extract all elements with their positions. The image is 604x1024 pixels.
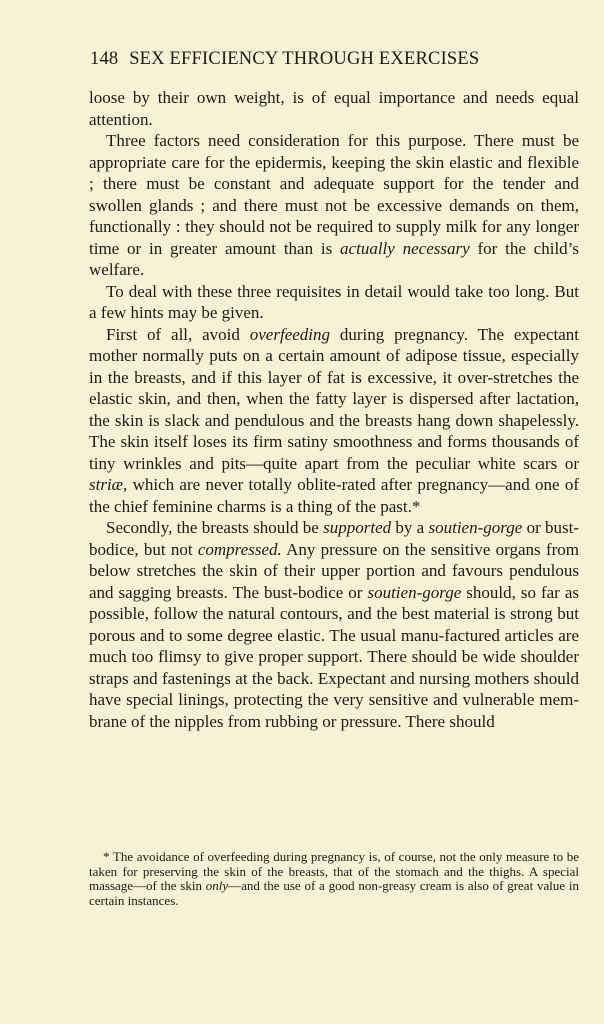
- text-run: which are never totally oblite-rated after pregnancy—and one of the chief feminine charms is a thing of the past.*: [89, 475, 579, 516]
- italic-text: actually necessary: [340, 238, 470, 258]
- text-run: by a: [391, 518, 429, 537]
- text-run: Any pressure on the sensitive organs from below stretches the skin of their upper portion and favours pendulous and sagging breasts. The bust-bodice or: [89, 539, 580, 602]
- text-run: during pregnancy. The expectant mother normally puts on a certain amount of adipose tissue, especially in the breasts, and if this layer of fat is excessive, it over-stretches the elastic skin, and then, when the fatty layer is dispersed after lactation, the skin is slack and pendulous and the breasts hang down shapelessly. The skin itself loses its firm satiny smoothness and forms thousands of tiny wrinkles and pits—quite apart from the peculiar white scars or: [89, 324, 579, 473]
- footnote-text: [89, 850, 579, 908]
- footnote: [89, 850, 579, 908]
- text-run: for the child’s welfare.: [89, 238, 580, 279]
- text-run: To deal with these three requisites in detail would take too long. But a few hints may be given.: [89, 281, 579, 322]
- page-number: 148: [90, 49, 119, 69]
- running-header: [90, 49, 550, 70]
- italic-text: only: [205, 878, 229, 894]
- text-run: loose by their own weight, is of equal importance and needs equal attention.: [89, 88, 579, 129]
- italic-text: soutien-gorge: [367, 582, 462, 602]
- paragraph-3: [89, 281, 579, 324]
- italic-text: compressed.: [197, 539, 282, 559]
- paragraph-4: [89, 324, 579, 518]
- italic-text: supported: [323, 518, 392, 537]
- text-run: First of all, avoid: [106, 324, 250, 344]
- italic-text: striæ,: [89, 475, 128, 494]
- body-text: [89, 87, 579, 732]
- italic-text: overfeeding: [249, 324, 331, 344]
- paragraph-5: [89, 517, 579, 732]
- italic-text: soutien-gorge: [428, 518, 523, 537]
- text-run: Secondly, the breasts should be: [106, 518, 324, 537]
- running-title: SEX EFFICIENCY THROUGH EXERCISES: [129, 49, 480, 69]
- text-run: —and the use of a good non-greasy cream is also of great value in certain instances.: [89, 878, 579, 908]
- paragraph-2: [89, 130, 579, 281]
- text-run: should, so far as possible, follow the natural contours, and the best material is strong but porous and to some degree elastic. The usual manu-factured articles are much too flimsy to give proper support. There should be wide shoulder straps and fastenings at the back. Expectant and nursing mothers should have special linings, protecting the very sensitive and vulnerable mem-brane of the nipples from rubbing or pressure. There should: [89, 582, 580, 731]
- paragraph-1: [89, 87, 579, 130]
- text-run: or bust-bodice, but not: [89, 518, 579, 559]
- text-run: * The avoidance of overfeeding during pregnancy is, of course, not the only measure to be taken for preserving the skin of the breasts, that of the stomach and the thighs. A special massage—of the skin: [89, 849, 579, 894]
- text-run: Three factors need consideration for this purpose. There must be appropriate care for the epidermis, keeping the skin elastic and flexible ; there must be constant and adequate support for the tender and swollen glands ; and there must not be excessive demands on them, functionally : they should not be required to supply milk for any longer time or in greater amount than is: [89, 131, 579, 258]
